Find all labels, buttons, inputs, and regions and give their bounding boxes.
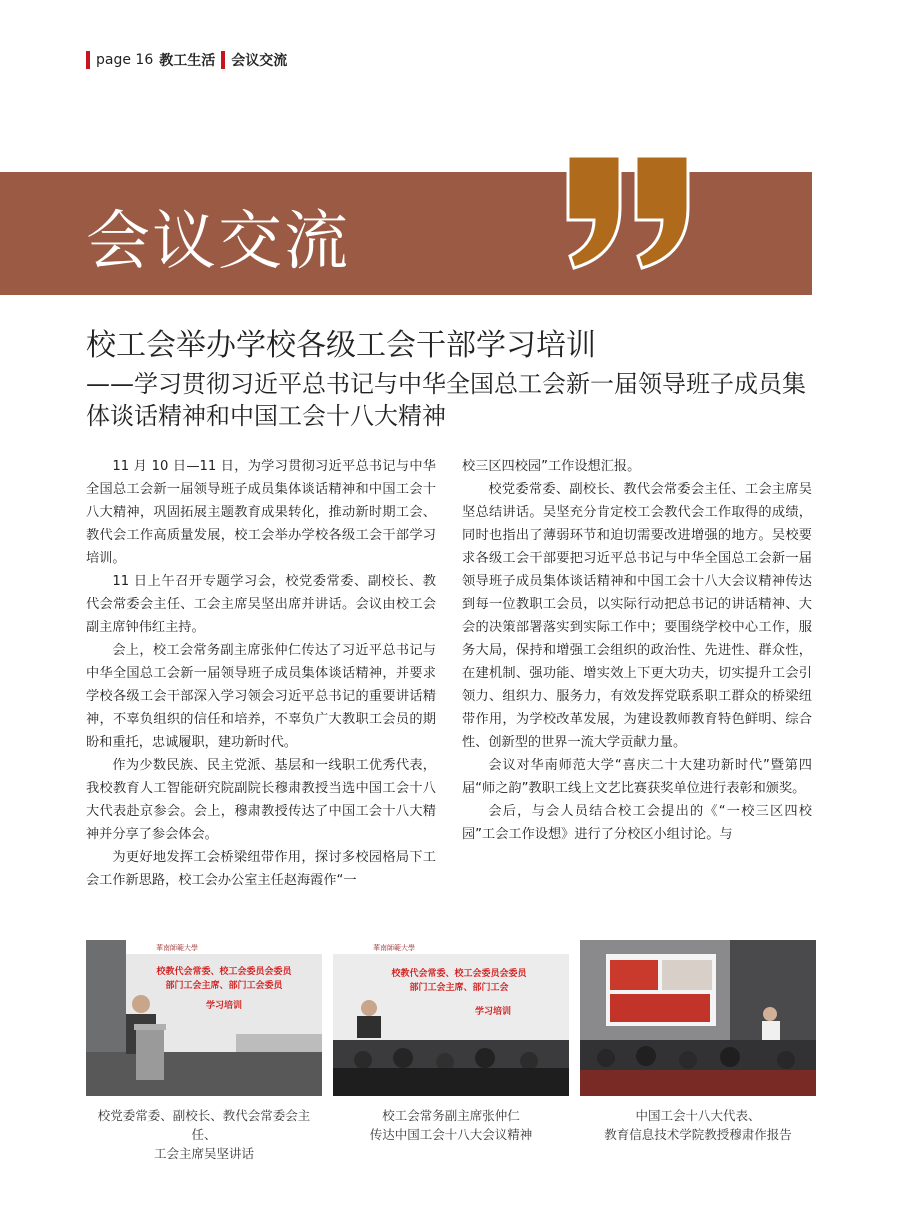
caption-line: 工会主席吴坚讲话 (153, 1146, 254, 1161)
header-bar (86, 51, 90, 69)
paragraph: 会议对华南师范大学“喜庆二十大建功新时代”暨第四届“师之韵”教职工线上文艺比赛获奖单位进行表彰和颁奖。 (462, 758, 812, 796)
slide-text: 部门工会主席、部门工会委员 (165, 981, 283, 991)
body-column-left (86, 455, 436, 892)
photo-speaker-zhang (333, 940, 569, 1096)
article-subtitle: ——学习贯彻习近平总书记与中华全国总工会新一届领导班子成员集体谈话精神和中国工会十八大精神 (86, 370, 806, 430)
body-column-right (462, 455, 812, 846)
slide-text: 校教代会常委、校工会委员会委员 (156, 967, 292, 977)
paragraph: 11 月 10 日—11 日，为学习贯彻习近平总书记与中华全国总工会新一届领导班子成员集体谈话精神和中国工会十八大精神，巩固拓展主题教育成果转化，推动新时期工会、教代会工作高质量发展，校工会举办学校各级工会干部学习培训。 (86, 459, 436, 566)
section-label: 教工生活 (159, 53, 216, 69)
quote-mark-icon (560, 152, 700, 272)
caption-line: 教育信息技术学院教授穆肃作报告 (604, 1127, 792, 1142)
page-number: page 16 (96, 52, 154, 68)
caption-line: 校党委常委、副校长、教代会常委会主任、 (97, 1108, 311, 1142)
slide-text: 学习培训 (474, 1007, 512, 1017)
page-header (86, 50, 287, 70)
paragraph: 作为少数民族、民主党派、基层和一线职工优秀代表，我校教育人工智能研究院副院长穆肃教授当选中国工会十八大代表赴京参会。会上，穆肃教授传达了中国工会十八大精神并分享了参会体会。 (86, 758, 436, 842)
paragraph: 为更好地发挥工会桥梁纽带作用，探讨多校园格局下工会工作新思路，校工会办公室主任赵海霞作“一 (86, 850, 436, 888)
banner-title: 会议交流 (86, 205, 350, 279)
paragraph: 校党委常委、副校长、教代会常委会主任、工会主席吴坚总结讲话。吴坚充分肯定校工会教代会工作取得的成绩，同时也指出了薄弱环节和迫切需要改进增强的地方。吴校要求各级工会干部要把习近平总书记与中华全国总工会新一届领导班子成员集体谈话精神和中国工会十八大会议精神传达到每一位教职工会员，以实际行动把总书记的讲话精神、大会的决策部署落实到实际工作中；要围绕学校中心工作，服务大局，保持和增强工会组织的政治性、先进性、群众性，在建机制、强功能、增实效上下更大功夫，切实提升工会引领力、组织力、服务力，有效发挥党联系职工群众的桥梁纽带作用，为学校改革发展，为建设教师教育特色鲜明、综合性、创新型的世界一流大学贡献力量。 (462, 482, 812, 750)
caption-line: 校工会常务副主席张仲仁 (382, 1108, 520, 1123)
paragraph: 会上，校工会常务副主席张仲仁传达了习近平总书记与中华全国总工会新一届领导班子成员集体谈话精神，并要求学校各级工会干部深入学习领会习近平总书记的重要讲话精神，不辜负组织的信任和培养，不辜负广大教职工会员的期盼和重托，忠诚履职，建功新时代。 (86, 643, 436, 750)
photo-caption (86, 1106, 322, 1163)
slide-text: 学习培训 (205, 1001, 243, 1011)
slide-text: 校教代会常委、校工会委员会委员 (391, 969, 527, 979)
photo-caption (580, 1106, 816, 1144)
subsection-label: 会议交流 (231, 53, 288, 69)
caption-line: 传达中国工会十八大会议精神 (369, 1127, 533, 1142)
photo-caption (333, 1106, 569, 1144)
svg-text:華南師範大學: 華南師範大學 (156, 944, 198, 952)
header-bar (221, 51, 225, 69)
svg-text:華南師範大學: 華南師範大學 (373, 944, 415, 952)
paragraph: 校三区四校园”工作设想汇报。 (462, 459, 641, 474)
slide-text: 部门工会主席、部门工会 (409, 983, 509, 993)
paragraph: 会后，与会人员结合校工会提出的《“一校三区四校园”工会工作设想》进行了分校区小组讨论。与 (462, 804, 812, 842)
article-title: 校工会举办学校各级工会干部学习培训 (86, 328, 596, 363)
photo-speaker-wu (86, 940, 322, 1096)
paragraph: 11 日上午召开专题学习会，校党委常委、副校长、教代会常委会主任、工会主席吴坚出席并讲话。会议由校工会副主席钟伟红主持。 (86, 574, 436, 635)
photo-speaker-mu (580, 940, 816, 1096)
caption-line: 中国工会十八大代表、 (635, 1108, 761, 1123)
